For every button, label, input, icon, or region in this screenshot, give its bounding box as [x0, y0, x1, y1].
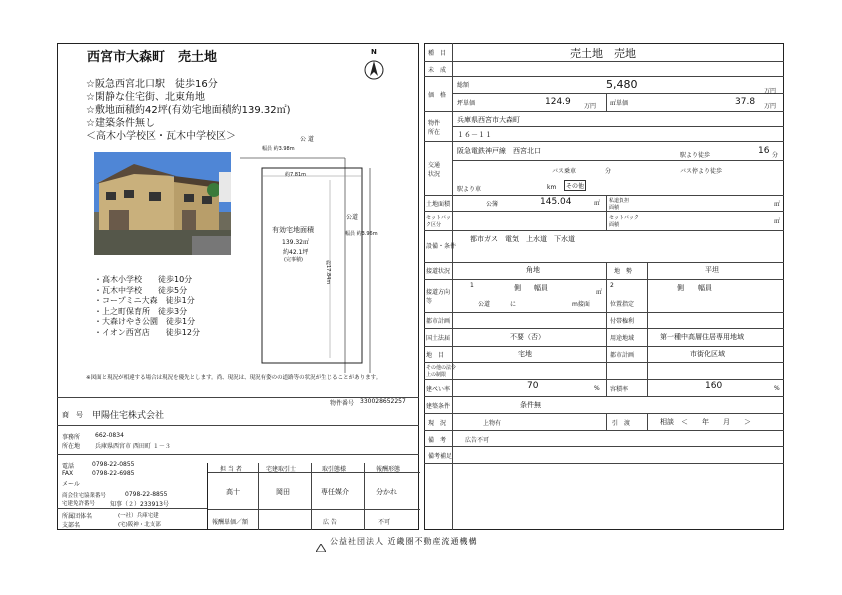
current-value: 上物有	[483, 420, 502, 427]
feature-item: ☆閑静な住宅街、北東角地	[86, 92, 205, 103]
fee-label: 報酬単価／額	[212, 519, 249, 526]
feature-item: ☆敷地面積約42坪(有効宅地面積約139.32㎡)	[86, 105, 291, 116]
row-line	[424, 396, 784, 397]
license-value-2: 知事（２）233913号	[110, 501, 169, 508]
row-line	[424, 362, 784, 363]
footer-text: 公益社団法人 近畿圏不動産流通機構	[330, 537, 478, 546]
site-plan	[240, 128, 410, 373]
sqm-price-value: 37.8	[735, 97, 756, 107]
terrain-label: 地 勢	[614, 268, 633, 275]
land-category-value: 宅地	[518, 350, 532, 358]
setback-label: セットバック区分	[426, 215, 451, 228]
tsubo-value: 124.9	[545, 97, 571, 107]
nearby-list	[94, 275, 200, 338]
dim-side: 約17.84m	[325, 260, 331, 285]
handover-split-label	[647, 413, 648, 430]
road-label-side: 公道	[346, 214, 359, 221]
road-m-unit: ㎡	[596, 289, 603, 296]
fax-label: FAX	[62, 470, 74, 477]
row-line	[424, 230, 784, 231]
branch-value: (宅)阪神・北支部	[118, 522, 161, 528]
build-condition-value: 条件無	[520, 401, 541, 409]
road2-side: 側	[677, 284, 684, 292]
private-road-label: 私道負担面積	[609, 198, 630, 211]
remarks-value: 広告不可	[465, 437, 490, 444]
company-name: 甲陽住宅株式会社	[92, 411, 165, 421]
row-line	[452, 126, 784, 127]
row-line	[424, 446, 784, 447]
row-line	[424, 76, 784, 77]
nearby-item: ・コープミニ大森 徒歩1分	[94, 296, 195, 305]
total-label: 総額	[457, 82, 470, 89]
branch-label: 支部名	[62, 522, 81, 529]
staff-value: 分かれ	[376, 488, 397, 496]
coverage-label: 建ぺい率	[426, 386, 451, 393]
row-line	[424, 195, 784, 196]
law-label: 国土法届	[426, 335, 451, 342]
location-value: 兵庫県西宮市大森町	[457, 116, 520, 124]
feature-item: ☆建築条件無し	[86, 118, 155, 129]
nearby-item: ・上之町保育所 徒歩3分	[94, 306, 188, 316]
land-area-kind: 公簿	[486, 201, 499, 208]
office-label: 事務所	[62, 434, 81, 441]
type-value: 売土地 売地	[570, 47, 636, 60]
map-center-title: 有効宅地面積	[272, 226, 314, 234]
setback-area-label: セットバック面積	[609, 215, 639, 228]
land-category-label: 地 目	[426, 352, 445, 359]
current-label: 現 況	[428, 420, 447, 427]
nearby-item: ・高木小学校 徒歩10分	[94, 275, 193, 284]
staff-table-line	[208, 509, 420, 510]
ad-value: 不可	[378, 519, 391, 526]
walk-label: 駅より徒歩	[680, 152, 711, 159]
row-line	[424, 279, 784, 280]
license-value-1: 0798-22-8855	[125, 491, 168, 498]
row-line	[424, 413, 784, 414]
group-value: (一社）兵庫宅建	[118, 513, 159, 519]
facility-label: 設備・条件	[426, 243, 457, 250]
road-split	[606, 262, 607, 379]
group-label: 所属団体名	[62, 513, 93, 520]
road-width-top: 幅員 約3.98m	[262, 146, 295, 152]
feature-item: ＜高木小学校区・瓦木中学校区＞	[86, 131, 236, 142]
walk-unit: 分	[772, 152, 779, 159]
city-plan-label: 都市計画	[610, 352, 635, 359]
setback-area-unit: ㎡	[774, 218, 781, 225]
handover-split	[606, 413, 607, 430]
row-line	[452, 160, 784, 161]
row-line	[424, 328, 784, 329]
postal-code: 662-0834	[95, 432, 124, 439]
use-label: 用途地域	[610, 335, 635, 342]
build-condition-label: 建築条件	[426, 403, 451, 410]
road1-no: 1	[470, 282, 474, 289]
company-divider	[57, 454, 419, 455]
road1-width: 幅員	[534, 284, 548, 292]
road2-width: 幅員	[698, 284, 712, 292]
road-contact: m接面	[572, 301, 590, 308]
nearby-item: ・イオン西宮店 徒歩12分	[94, 327, 200, 337]
handover-value: 相談 ＜ 年 月 ＞	[660, 418, 751, 426]
company-address: 兵庫県西宮市 西田町 １－３	[95, 443, 171, 450]
property-number: 330028652257	[360, 398, 406, 405]
staff-header: 担 当 者	[220, 466, 242, 473]
map-center-note: (完事積)	[284, 257, 303, 263]
row-line	[424, 463, 784, 464]
tel-label: 電話	[62, 463, 75, 470]
staff-header: 報酬形態	[376, 466, 401, 473]
road-kind: 公道	[478, 301, 491, 308]
page-title: 西宮市大森町 売土地	[87, 50, 218, 65]
far-unit: %	[774, 385, 780, 392]
staff-table	[207, 463, 420, 530]
row-line	[424, 312, 784, 313]
map-center-area: 139.32㎡	[282, 239, 309, 246]
row-line	[424, 262, 784, 263]
law-value: 不要（否）	[510, 333, 545, 341]
coverage-split	[606, 379, 607, 396]
type-label: 種 目	[428, 50, 447, 57]
land-area-unit: ㎡	[594, 200, 601, 207]
property-number-label: 物件番号	[330, 400, 355, 407]
dim-top: 約7.81m	[285, 172, 307, 178]
property-photo	[94, 152, 231, 255]
far-value: 160	[705, 381, 723, 391]
total-value: 5,480	[606, 78, 638, 91]
road-situation-label: 接道状況	[426, 268, 451, 275]
city-plan-value: 市街化区域	[690, 350, 725, 358]
staff-header: 宅建取引士	[266, 466, 297, 473]
line-value: 阪急電鉄神戸線 西宮北口	[457, 147, 541, 155]
remarks-label: 備 考	[428, 437, 447, 444]
coverage-value: 70	[527, 381, 539, 391]
row-line	[424, 111, 784, 112]
road-split-label	[647, 262, 648, 379]
road-label-top: 公 道	[300, 136, 314, 143]
other-label: その他	[564, 180, 586, 191]
nearby-item: ・瓦木中学校 徒歩5分	[94, 285, 188, 295]
north-label: N	[371, 48, 377, 56]
coverage-unit: %	[594, 385, 600, 392]
other-law-label: その他の法令上の制限	[426, 365, 457, 378]
km-unit: km	[547, 184, 557, 191]
sqm-price-unit: 万円	[764, 103, 777, 110]
price-label: 価 格	[428, 92, 447, 99]
handover-label: 引 渡	[612, 420, 631, 427]
staff-value: 高十	[226, 488, 240, 496]
facility-value: 都市ガス 電気 上水道 下水道	[470, 235, 575, 243]
total-unit: 万円	[764, 88, 777, 95]
row-line	[424, 141, 784, 142]
coverage-split-label	[647, 379, 648, 396]
bus-ride-label: バス乗車	[552, 168, 577, 175]
terrain-value: 平坦	[705, 266, 719, 274]
position-label: 位置指定	[610, 301, 635, 308]
price-split	[606, 93, 607, 111]
fax-value: 0798-22-6985	[92, 470, 135, 477]
location-lot: １６－１１	[457, 131, 492, 139]
location-label: 物件所在	[428, 120, 441, 136]
staff-table-line	[364, 463, 365, 530]
row-line	[424, 379, 784, 380]
staff-value: 岡田	[276, 488, 290, 496]
staff-header: 取引態様	[322, 466, 347, 473]
remarks-supplement-label: 備考補足	[428, 453, 453, 460]
location-label: 所在地	[62, 443, 81, 450]
license-label-2: 宅建免許番号	[62, 501, 96, 507]
company-divider	[57, 508, 207, 509]
walk-value: 16	[758, 146, 770, 156]
private-road-unit: ㎡	[774, 201, 781, 208]
row-line	[424, 61, 784, 62]
staff-value: 専任媒介	[321, 488, 349, 496]
tel-value: 0798-22-0855	[92, 461, 135, 468]
road-width-side: 幅員 約3.96m	[345, 231, 378, 237]
company-divider	[57, 425, 419, 426]
mail-label: メール	[62, 481, 80, 488]
attach-label: 付帯権利	[610, 318, 635, 325]
ad-label: 広 告	[323, 519, 337, 526]
row-line	[424, 346, 784, 347]
footer-logo-icon	[316, 537, 326, 545]
road-direction-label: 接道方向等	[426, 289, 451, 305]
road-situation-value: 角地	[526, 266, 540, 274]
road-ni: に	[510, 301, 517, 308]
sqm-price-label: ㎡単価	[610, 100, 629, 107]
feature-item: ☆阪急西宮北口駅 徒歩16分	[86, 79, 218, 90]
tsubo-unit: 万円	[584, 103, 597, 110]
trade-label: 商 号	[62, 411, 83, 419]
use-value: 第一種中高層住居専用地域	[660, 333, 744, 341]
condition-label: 未 成	[428, 67, 447, 74]
far-label: 容積率	[610, 386, 629, 393]
staff-table-line	[258, 463, 259, 530]
tsubo-label: 坪単価	[457, 100, 476, 107]
bus-walk-label: バス停より徒歩	[680, 168, 723, 175]
land-area-label: 土地面積	[426, 201, 451, 208]
traffic-label: 交通状況	[428, 162, 441, 178]
row-line	[452, 93, 784, 94]
license-label-1: 商会住宅協業番号	[62, 493, 107, 499]
plan-label: 都市計画	[426, 318, 451, 325]
row-line	[424, 211, 784, 212]
land-split	[606, 195, 607, 230]
map-center-tsubo: 約42.1坪	[283, 249, 309, 256]
row-line	[424, 430, 784, 431]
bus-ride-unit: 分	[605, 168, 612, 175]
road2-no: 2	[610, 282, 614, 289]
staff-table-line	[311, 463, 312, 530]
land-area-value: 145.04	[540, 197, 572, 207]
nearby-item: ・大森けやき公園 徒歩1分	[94, 317, 196, 326]
road1-side: 側	[514, 284, 521, 292]
station-car-label: 駅より車	[457, 186, 482, 193]
disclaimer-note: ※図面と現況が相違する場合は現況を優先とします。尚、現況は、現況有姿のの道路等の状況が生じることがあります。	[86, 375, 382, 381]
